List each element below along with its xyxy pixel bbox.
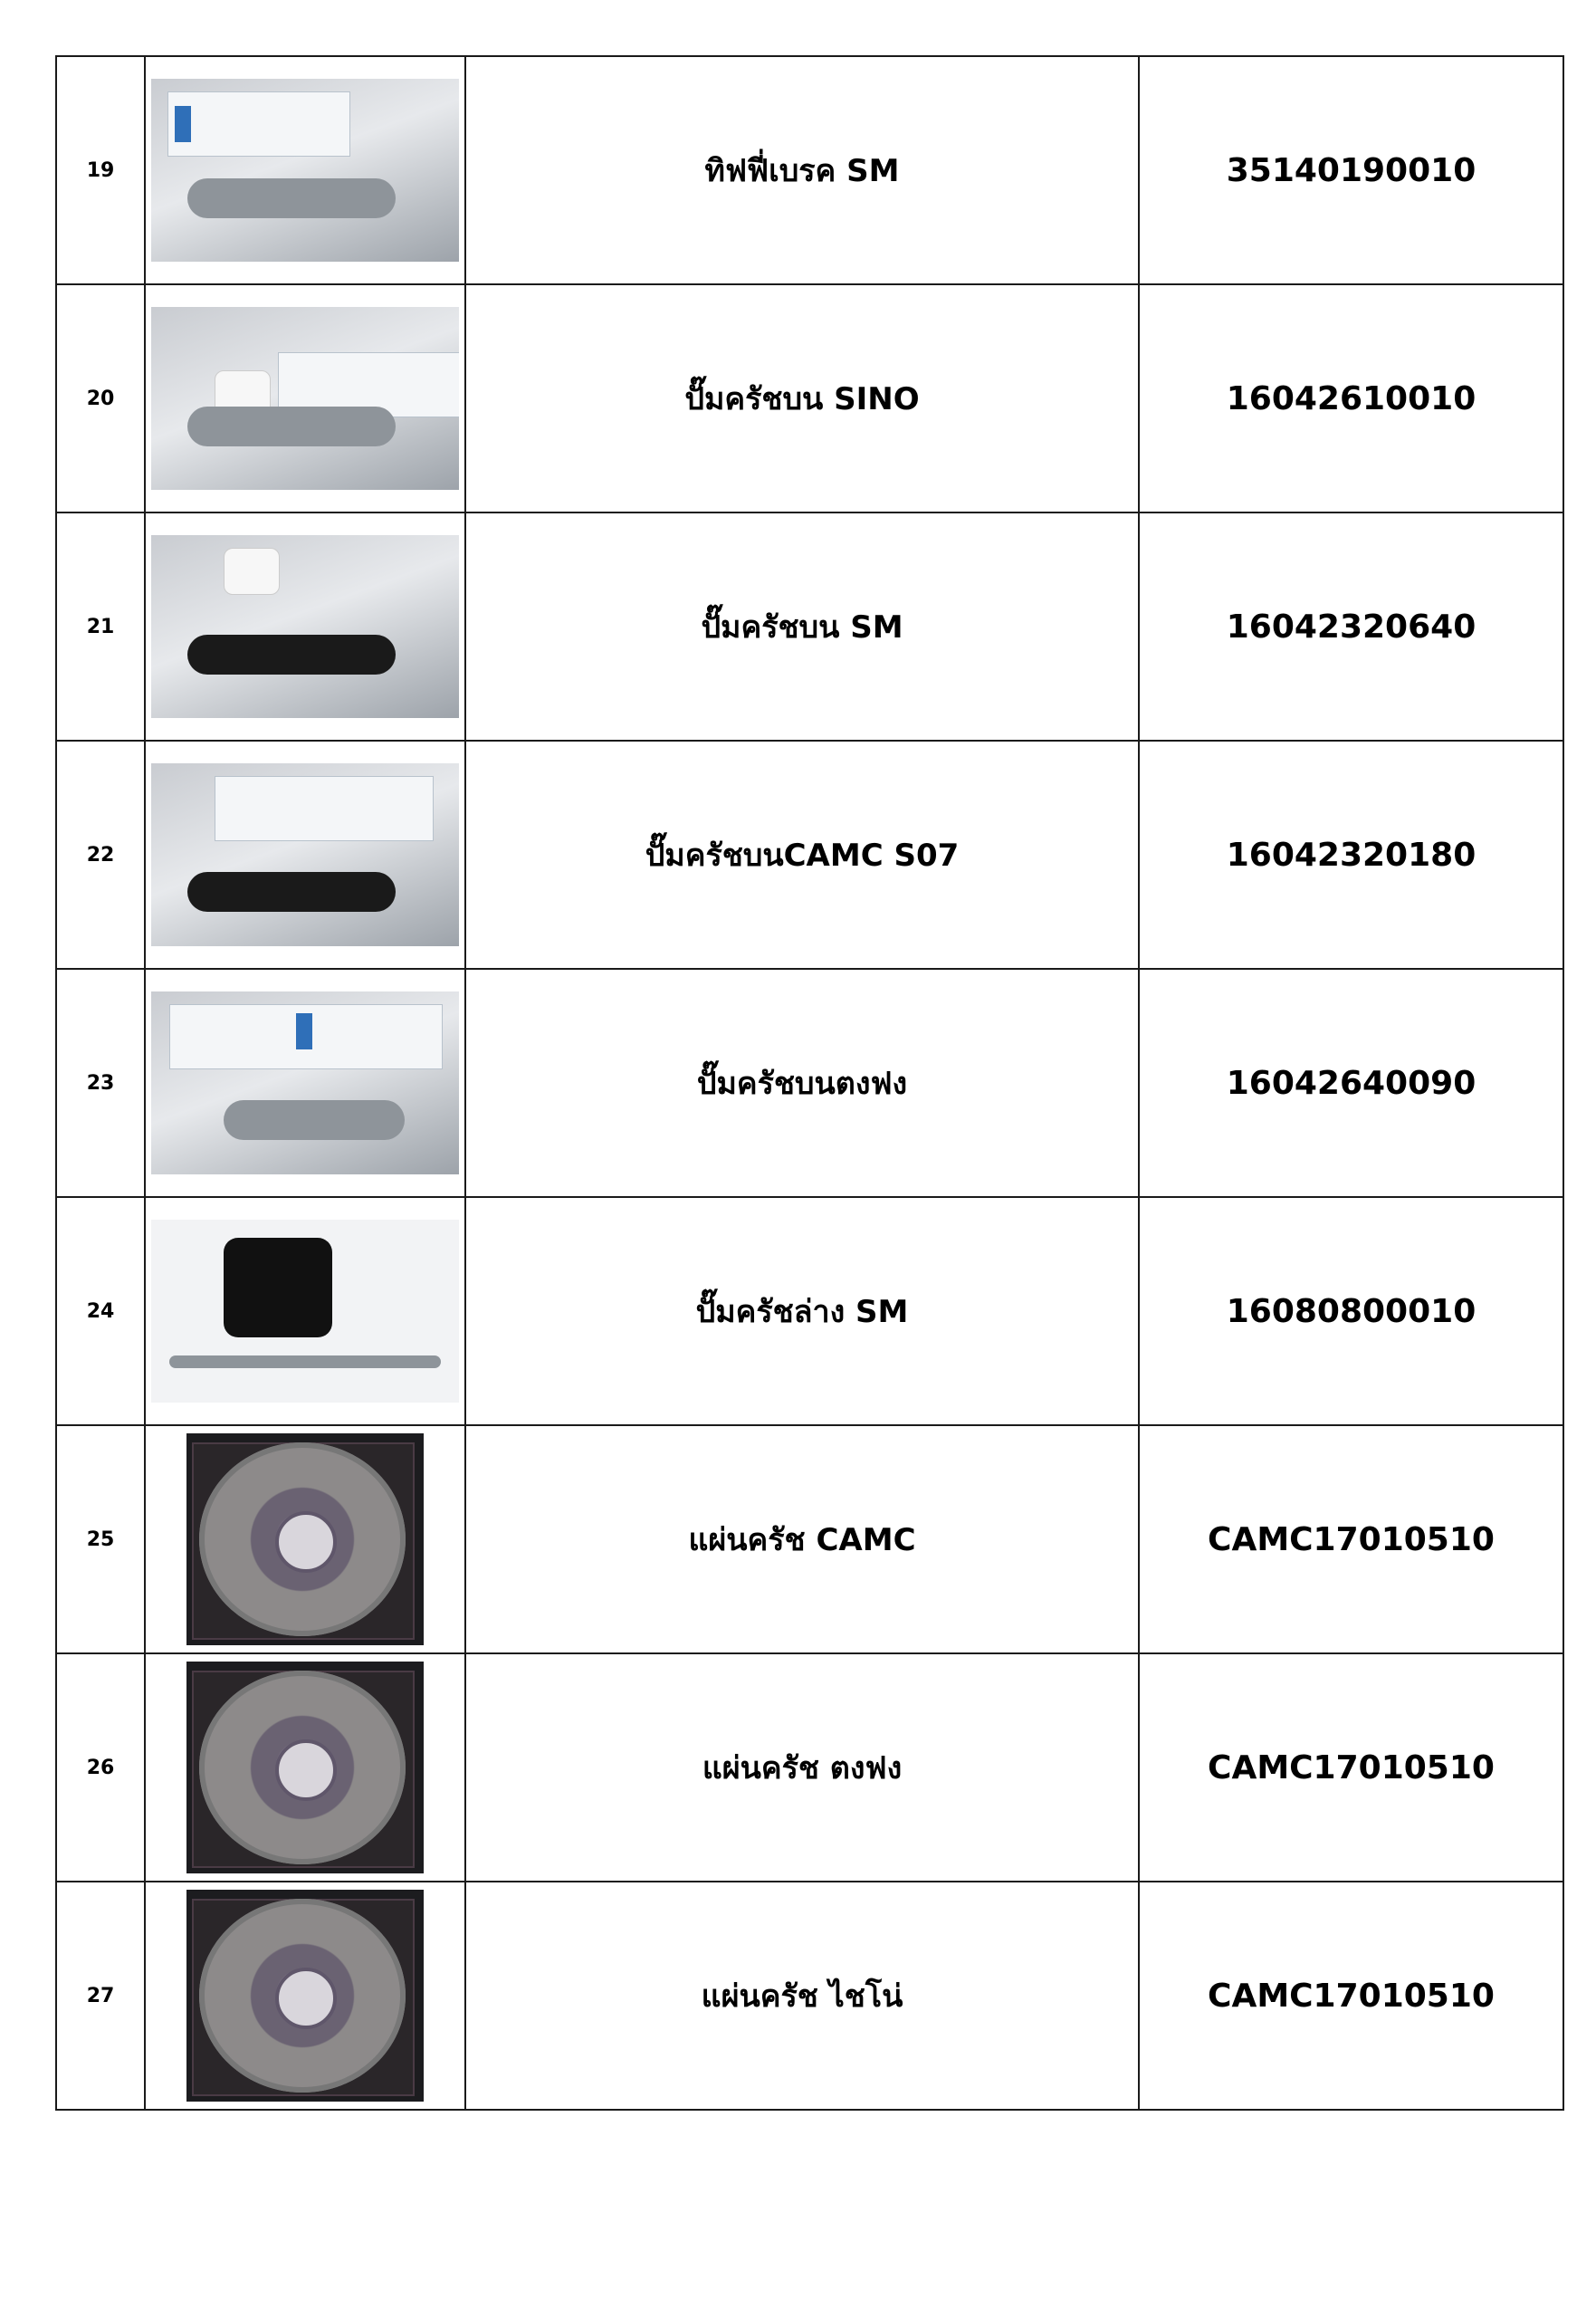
product-photo — [151, 535, 459, 718]
product-photo-cell — [145, 1882, 465, 2110]
row-number: 22 — [56, 741, 145, 969]
part-name: ปั๊มครัชบน SM — [465, 512, 1139, 741]
part-code: 16042320180 — [1139, 741, 1563, 969]
row-number: 20 — [56, 284, 145, 512]
row-number: 27 — [56, 1882, 145, 2110]
product-photo-cell — [145, 969, 465, 1197]
row-number: 25 — [56, 1425, 145, 1653]
row-number: 21 — [56, 512, 145, 741]
row-number: 24 — [56, 1197, 145, 1425]
part-code: CAMC17010510 — [1139, 1882, 1563, 2110]
table-row — [56, 969, 1563, 1197]
part-name: แผ่นครัช CAMC — [465, 1425, 1139, 1653]
part-name: ปั๊มครัชบนตงฟง — [465, 969, 1139, 1197]
table-row — [56, 741, 1563, 969]
part-code: 16080800010 — [1139, 1197, 1563, 1425]
product-photo-cell — [145, 1653, 465, 1882]
table-row — [56, 1882, 1563, 2110]
part-code: 16042610010 — [1139, 284, 1563, 512]
part-name: แผ่นครัช ตงฟง — [465, 1653, 1139, 1882]
row-number: 19 — [56, 56, 145, 284]
table-row — [56, 1653, 1563, 1882]
product-photo — [151, 307, 459, 490]
row-number: 23 — [56, 969, 145, 1197]
table-row — [56, 56, 1563, 284]
part-name: ปั๊มครัชบน SINO — [465, 284, 1139, 512]
product-photo-cell — [145, 512, 465, 741]
row-number: 26 — [56, 1653, 145, 1882]
part-name: ปั๊มครัชบนCAMC S07 — [465, 741, 1139, 969]
parts-table — [55, 55, 1564, 2111]
table-row — [56, 1425, 1563, 1653]
product-photo — [151, 991, 459, 1174]
table-row — [56, 1197, 1563, 1425]
part-name: ปั๊มครัชล่าง SM — [465, 1197, 1139, 1425]
clutch-disc-photo — [186, 1433, 424, 1645]
part-code: 16042320640 — [1139, 512, 1563, 741]
product-photo-cell — [145, 284, 465, 512]
part-name: แผ่นครัช ไชโน่ — [465, 1882, 1139, 2110]
part-code: CAMC17010510 — [1139, 1425, 1563, 1653]
clutch-disc-photo — [186, 1662, 424, 1873]
part-code: 16042640090 — [1139, 969, 1563, 1197]
part-code: 35140190010 — [1139, 56, 1563, 284]
product-photo-cell — [145, 1425, 465, 1653]
clutch-disc-photo — [186, 1890, 424, 2102]
table-row — [56, 512, 1563, 741]
product-photo — [151, 1220, 459, 1403]
product-photo — [151, 79, 459, 262]
product-photo-cell — [145, 741, 465, 969]
product-photo-cell — [145, 1197, 465, 1425]
product-photo-cell — [145, 56, 465, 284]
table-row — [56, 284, 1563, 512]
part-code: CAMC17010510 — [1139, 1653, 1563, 1882]
part-name: ทิฟฟี่เบรค SM — [465, 56, 1139, 284]
product-photo — [151, 763, 459, 946]
